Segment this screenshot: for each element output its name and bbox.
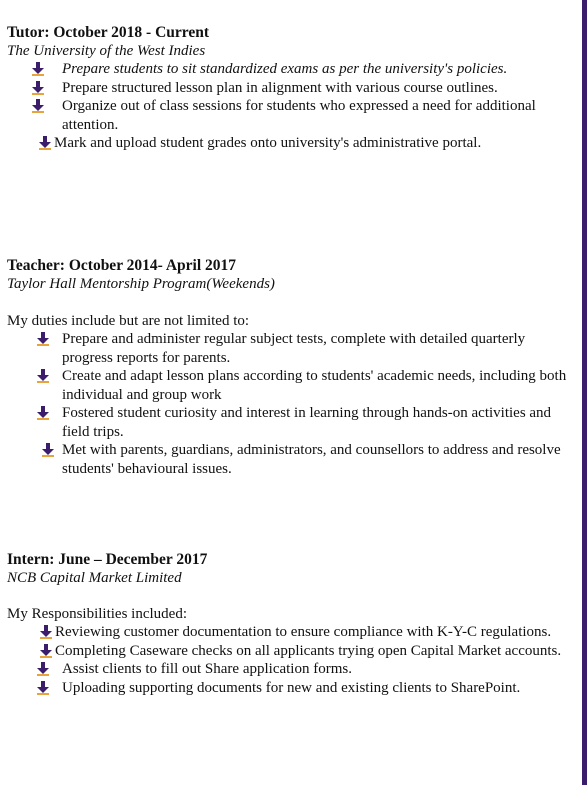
down-arrow-icon xyxy=(37,681,49,695)
list-item: Completing Caseware checks on all applicants trying open Capital Market accounts. xyxy=(7,642,579,661)
list-item: Prepare and administer regular subject tests, complete with detailed quarterly progress reports for parents. xyxy=(7,330,579,367)
list-item: Organize out of class sessions for students who expressed a need for additional attention. xyxy=(7,97,579,134)
experience-intern xyxy=(7,551,579,697)
job-title: Tutor: October 2018 - Current xyxy=(7,24,210,41)
list-item: Assist clients to fill out Share application forms. xyxy=(7,660,579,679)
intro-text: My Responsibilities included: xyxy=(7,606,187,622)
job-title: Intern: June – December 2017 xyxy=(7,551,208,568)
list-item: Met with parents, guardians, administrators, and counsellors to address and resolve students' behavioural issues. xyxy=(7,441,579,478)
job-title: Teacher: October 2014- April 2017 xyxy=(7,257,237,274)
list-item: Fostered student curiosity and interest in learning through hands-on activities and field trips. xyxy=(7,404,579,441)
duty-list xyxy=(7,623,579,697)
organization: The University of the West Indies xyxy=(7,43,206,59)
down-arrow-icon xyxy=(40,644,52,658)
down-arrow-icon xyxy=(42,443,54,457)
down-arrow-icon xyxy=(32,62,44,76)
down-arrow-icon xyxy=(32,99,44,113)
list-item: Prepare structured lesson plan in alignment with various course outlines. xyxy=(7,79,579,98)
down-arrow-icon xyxy=(37,662,49,676)
page-right-border xyxy=(582,0,587,785)
experience-teacher xyxy=(7,257,579,478)
down-arrow-icon xyxy=(37,406,49,420)
organization: NCB Capital Market Limited xyxy=(7,570,182,586)
organization: Taylor Hall Mentorship Program(Weekends) xyxy=(7,276,275,292)
list-item: Uploading supporting documents for new and existing clients to SharePoint. xyxy=(7,679,579,698)
list-item: Create and adapt lesson plans according to students' academic needs, including both individual and group work xyxy=(7,367,579,404)
down-arrow-icon xyxy=(37,369,49,383)
down-arrow-icon xyxy=(37,332,49,346)
duty-list xyxy=(7,60,579,153)
experience-tutor xyxy=(7,24,579,153)
list-item: Reviewing customer documentation to ensure compliance with K-Y-C regulations. xyxy=(7,623,579,642)
down-arrow-icon xyxy=(40,625,52,639)
intro-text: My duties include but are not limited to: xyxy=(7,313,250,329)
duty-list xyxy=(7,330,579,478)
down-arrow-icon xyxy=(39,136,51,150)
list-item: Prepare students to sit standardized exams as per the university's policies. xyxy=(7,60,579,79)
down-arrow-icon xyxy=(32,81,44,95)
list-item: Mark and upload student grades onto university's administrative portal. xyxy=(7,134,579,153)
